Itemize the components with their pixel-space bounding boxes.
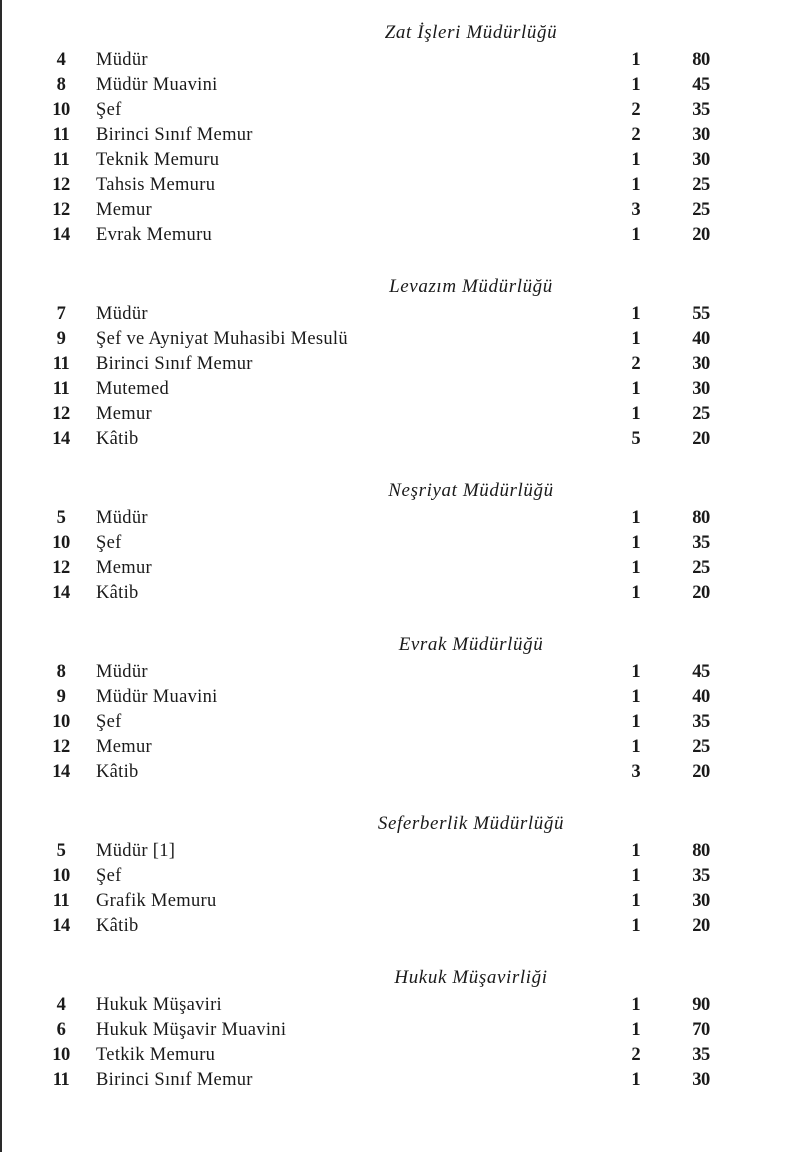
count-cell: 3 — [631, 762, 641, 782]
department-title: Seferberlik Müdürlüğü — [377, 813, 565, 834]
count-cell: 1 — [631, 50, 641, 70]
count-cell: 1 — [631, 533, 641, 553]
grade-cell: 11 — [52, 379, 70, 399]
staff-row — [26, 1018, 766, 1043]
position-title-cell: Şef — [96, 533, 122, 553]
count-cell: 1 — [631, 583, 641, 603]
count-cell: 2 — [631, 354, 641, 374]
staff-row — [26, 327, 766, 352]
position-title-cell: Tahsis Memuru — [96, 175, 216, 195]
count-cell: 1 — [631, 379, 641, 399]
staff-row — [26, 73, 766, 98]
department-section — [26, 478, 766, 606]
position-title-cell: Memur — [96, 737, 152, 757]
count-cell: 1 — [631, 866, 641, 886]
position-title-cell: Kâtib — [96, 762, 139, 782]
salary-cell: 25 — [692, 404, 710, 424]
staff-row — [26, 223, 766, 248]
count-cell: 1 — [631, 1070, 641, 1090]
count-cell: 1 — [631, 558, 641, 578]
position-title-cell: Müdür — [96, 50, 148, 70]
staff-row — [26, 685, 766, 710]
position-title-cell: Birinci Sınıf Memur — [96, 1070, 253, 1090]
count-cell: 3 — [631, 200, 641, 220]
position-title-cell: Müdür Muavini — [96, 687, 218, 707]
count-cell: 1 — [631, 662, 641, 682]
salary-cell: 30 — [692, 125, 710, 145]
position-title-cell: Teknik Memuru — [96, 150, 220, 170]
staff-row — [26, 302, 766, 327]
grade-cell: 10 — [52, 1045, 70, 1065]
position-title-cell: Şef — [96, 712, 122, 732]
count-cell: 1 — [631, 175, 641, 195]
department-title: Levazım Müdürlüğü — [389, 276, 553, 297]
staff-row — [26, 710, 766, 735]
position-title-cell: Müdür — [96, 304, 148, 324]
salary-cell: 35 — [692, 1045, 710, 1065]
salary-cell: 20 — [692, 916, 710, 936]
position-title-cell: Hukuk Müşaviri — [96, 995, 222, 1015]
salary-cell: 80 — [692, 50, 710, 70]
staff-row — [26, 1068, 766, 1093]
department-title: Zat İşleri Müdürlüğü — [384, 22, 558, 43]
count-cell: 2 — [631, 1045, 641, 1065]
count-cell: 1 — [631, 841, 641, 861]
salary-cell: 20 — [692, 583, 710, 603]
department-title: Hukuk Müşavirliği — [394, 967, 548, 988]
department-section — [26, 20, 766, 248]
position-title-cell: Müdür [1] — [96, 841, 176, 861]
position-title-cell: Müdür — [96, 508, 148, 528]
department-title: Evrak Müdürlüğü — [398, 634, 544, 655]
department-section — [26, 965, 766, 1093]
department-section — [26, 274, 766, 452]
count-cell: 1 — [631, 304, 641, 324]
staff-row — [26, 427, 766, 452]
position-title-cell: Hukuk Müşavir Muavini — [96, 1020, 287, 1040]
position-title-cell: Şef ve Ayniyat Muhasibi Mesulü — [96, 329, 348, 349]
staff-row — [26, 914, 766, 939]
position-title-cell: Müdür — [96, 662, 148, 682]
salary-cell: 25 — [692, 175, 710, 195]
salary-cell: 20 — [692, 225, 710, 245]
grade-cell: 4 — [56, 50, 66, 70]
grade-cell: 7 — [56, 304, 66, 324]
staff-row — [26, 531, 766, 556]
position-title-cell: Birinci Sınıf Memur — [96, 125, 253, 145]
position-title-cell: Şef — [96, 100, 122, 120]
staff-row — [26, 352, 766, 377]
salary-cell: 20 — [692, 429, 710, 449]
salary-cell: 90 — [692, 995, 710, 1015]
salary-cell: 30 — [692, 354, 710, 374]
position-title-cell: Birinci Sınıf Memur — [96, 354, 253, 374]
staff-row — [26, 148, 766, 173]
staff-row — [26, 581, 766, 606]
count-cell: 1 — [631, 225, 641, 245]
grade-cell: 8 — [56, 662, 66, 682]
salary-cell: 45 — [692, 75, 710, 95]
staff-row — [26, 864, 766, 889]
staff-row — [26, 993, 766, 1018]
grade-cell: 12 — [52, 175, 70, 195]
position-title-cell: Tetkik Memuru — [96, 1045, 216, 1065]
count-cell: 5 — [631, 429, 641, 449]
count-cell: 1 — [631, 75, 641, 95]
position-title-cell: Müdür Muavini — [96, 75, 218, 95]
position-title-cell: Memur — [96, 558, 152, 578]
staff-row — [26, 889, 766, 914]
staff-row — [26, 760, 766, 785]
position-title-cell: Memur — [96, 200, 152, 220]
grade-cell: 5 — [56, 508, 66, 528]
staff-table-document — [26, 20, 766, 1119]
department-title: Neşriyat Müdürlüğü — [388, 480, 554, 501]
position-title-cell: Memur — [96, 404, 152, 424]
grade-cell: 4 — [56, 995, 66, 1015]
salary-cell: 80 — [692, 508, 710, 528]
salary-cell: 35 — [692, 100, 710, 120]
grade-cell: 11 — [52, 1070, 70, 1090]
grade-cell: 12 — [52, 200, 70, 220]
department-section — [26, 632, 766, 785]
salary-cell: 35 — [692, 866, 710, 886]
position-title-cell: Grafik Memuru — [96, 891, 217, 911]
count-cell: 1 — [631, 1020, 641, 1040]
staff-row — [26, 735, 766, 760]
staff-row — [26, 173, 766, 198]
salary-cell: 30 — [692, 891, 710, 911]
grade-cell: 12 — [52, 558, 70, 578]
grade-cell: 11 — [52, 150, 70, 170]
staff-row — [26, 98, 766, 123]
grade-cell: 10 — [52, 712, 70, 732]
grade-cell: 11 — [52, 125, 70, 145]
grade-cell: 12 — [52, 737, 70, 757]
count-cell: 1 — [631, 329, 641, 349]
salary-cell: 25 — [692, 200, 710, 220]
grade-cell: 11 — [52, 891, 70, 911]
position-title-cell: Kâtib — [96, 583, 139, 603]
position-title-cell: Şef — [96, 866, 122, 886]
grade-cell: 14 — [52, 429, 70, 449]
position-title-cell: Mutemed — [96, 379, 170, 399]
grade-cell: 10 — [52, 100, 70, 120]
salary-cell: 70 — [692, 1020, 710, 1040]
staff-row — [26, 506, 766, 531]
grade-cell: 9 — [56, 329, 66, 349]
salary-cell: 40 — [692, 329, 710, 349]
count-cell: 1 — [631, 891, 641, 911]
position-title-cell: Evrak Memuru — [96, 225, 213, 245]
grade-cell: 9 — [56, 687, 66, 707]
grade-cell: 14 — [52, 762, 70, 782]
salary-cell: 80 — [692, 841, 710, 861]
count-cell: 1 — [631, 508, 641, 528]
count-cell: 2 — [631, 100, 641, 120]
salary-cell: 35 — [692, 712, 710, 732]
salary-cell: 40 — [692, 687, 710, 707]
grade-cell: 12 — [52, 404, 70, 424]
staff-row — [26, 556, 766, 581]
salary-cell: 25 — [692, 737, 710, 757]
count-cell: 2 — [631, 125, 641, 145]
grade-cell: 6 — [56, 1020, 66, 1040]
grade-cell: 8 — [56, 75, 66, 95]
grade-cell: 14 — [52, 916, 70, 936]
position-title-cell: Kâtib — [96, 429, 139, 449]
count-cell: 1 — [631, 687, 641, 707]
grade-cell: 5 — [56, 841, 66, 861]
staff-row — [26, 1043, 766, 1068]
salary-cell: 20 — [692, 762, 710, 782]
grade-cell: 10 — [52, 866, 70, 886]
staff-row — [26, 377, 766, 402]
salary-cell: 45 — [692, 662, 710, 682]
salary-cell: 30 — [692, 1070, 710, 1090]
staff-row — [26, 839, 766, 864]
staff-row — [26, 660, 766, 685]
position-title-cell: Kâtib — [96, 916, 139, 936]
salary-cell: 55 — [692, 304, 710, 324]
staff-row — [26, 123, 766, 148]
salary-cell: 30 — [692, 150, 710, 170]
grade-cell: 14 — [52, 225, 70, 245]
salary-cell: 35 — [692, 533, 710, 553]
staff-row — [26, 198, 766, 223]
staff-row — [26, 48, 766, 73]
department-section — [26, 811, 766, 939]
grade-cell: 10 — [52, 533, 70, 553]
count-cell: 1 — [631, 995, 641, 1015]
count-cell: 1 — [631, 712, 641, 732]
salary-cell: 30 — [692, 379, 710, 399]
grade-cell: 11 — [52, 354, 70, 374]
count-cell: 1 — [631, 404, 641, 424]
staff-row — [26, 402, 766, 427]
page-left-border — [0, 0, 2, 1152]
count-cell: 1 — [631, 737, 641, 757]
grade-cell: 14 — [52, 583, 70, 603]
count-cell: 1 — [631, 916, 641, 936]
salary-cell: 25 — [692, 558, 710, 578]
count-cell: 1 — [631, 150, 641, 170]
